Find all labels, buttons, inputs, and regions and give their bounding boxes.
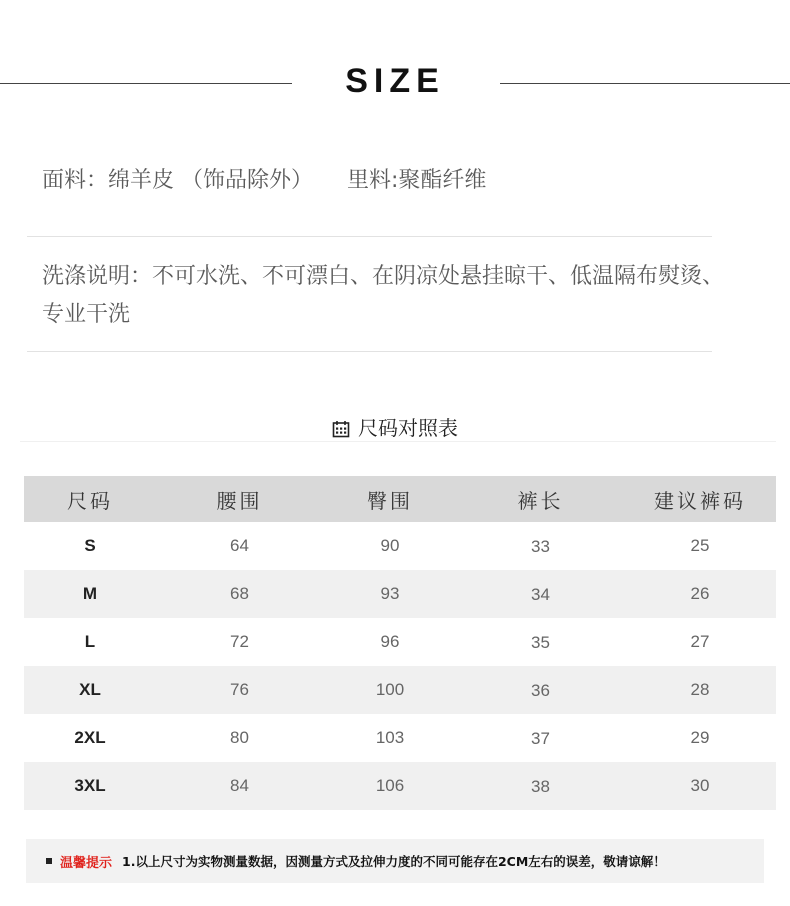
- waist-cell: 76: [156, 666, 323, 714]
- length-cell: 36: [457, 666, 624, 714]
- table-row: [24, 618, 776, 666]
- hip-cell: 90: [380, 536, 400, 555]
- length-cell: 33: [531, 536, 550, 556]
- hip-cell: 106: [323, 762, 457, 810]
- page-title: SIZE: [345, 62, 445, 100]
- length-cell: 37: [531, 728, 550, 748]
- size-chart-caption: [0, 412, 790, 443]
- column-header-waist: 腰围: [156, 476, 323, 522]
- tip-bar: [26, 839, 764, 883]
- material-info: [42, 163, 486, 194]
- suggested-cell: 25: [690, 536, 710, 555]
- lining-text: 里料:聚酯纤维: [347, 168, 487, 193]
- size-cell: 3XL: [24, 762, 156, 810]
- table-row: [24, 714, 776, 762]
- column-header-suggested: 建议裤码: [624, 476, 776, 522]
- size-cell: 2XL: [74, 728, 106, 747]
- caption-text: 尺码对照表: [358, 416, 458, 440]
- caption-divider: [20, 441, 776, 442]
- tip-label: 温馨提示: [60, 855, 113, 871]
- column-header-size: 尺码: [24, 476, 156, 522]
- length-cell: 34: [457, 570, 624, 618]
- tip-text: 1.以上尺寸为实物测量数据，因测量方式及拉伸力度的不同可能存在2CM左右的误差，敬请谅解！: [122, 854, 666, 869]
- washing-instructions: 洗涤说明：不可水洗、不可漂白、在阴凉处悬挂晾干、低温隔布熨烫、专业干洗: [42, 264, 725, 327]
- waist-cell: 64: [230, 536, 249, 555]
- hip-cell: 93: [323, 570, 457, 618]
- fabric-text: 面料：绵羊皮 （饰品除外）: [42, 168, 313, 193]
- size-cell: S: [84, 536, 96, 555]
- waist-cell: 72: [230, 632, 249, 651]
- table-row: [24, 762, 776, 810]
- suggested-cell: 26: [624, 570, 776, 618]
- hip-cell: 103: [375, 728, 405, 747]
- length-cell: 38: [457, 762, 624, 810]
- waist-cell: 84: [156, 762, 323, 810]
- size-table: [24, 476, 776, 810]
- table-row: [24, 570, 776, 618]
- hip-cell: 100: [323, 666, 457, 714]
- header-rule-right: [500, 83, 790, 84]
- suggested-cell: 30: [624, 762, 776, 810]
- size-cell: XL: [24, 666, 156, 714]
- column-header-length: 裤长: [457, 476, 624, 522]
- suggested-cell: 27: [690, 632, 710, 651]
- table-row: [24, 666, 776, 714]
- length-cell: 35: [531, 632, 550, 652]
- size-cell: M: [24, 570, 156, 618]
- bullet-square-icon: [46, 858, 52, 864]
- column-header-hip: 臀围: [323, 476, 457, 522]
- hip-cell: 96: [380, 632, 400, 651]
- table-row: [24, 522, 776, 570]
- size-cell: L: [84, 632, 96, 651]
- calendar-icon: [332, 419, 350, 443]
- waist-cell: 80: [230, 728, 249, 747]
- table-header-row: [24, 476, 776, 522]
- suggested-cell: 28: [624, 666, 776, 714]
- divider: [27, 351, 712, 352]
- waist-cell: 68: [156, 570, 323, 618]
- divider: [27, 236, 712, 237]
- suggested-cell: 29: [690, 728, 710, 747]
